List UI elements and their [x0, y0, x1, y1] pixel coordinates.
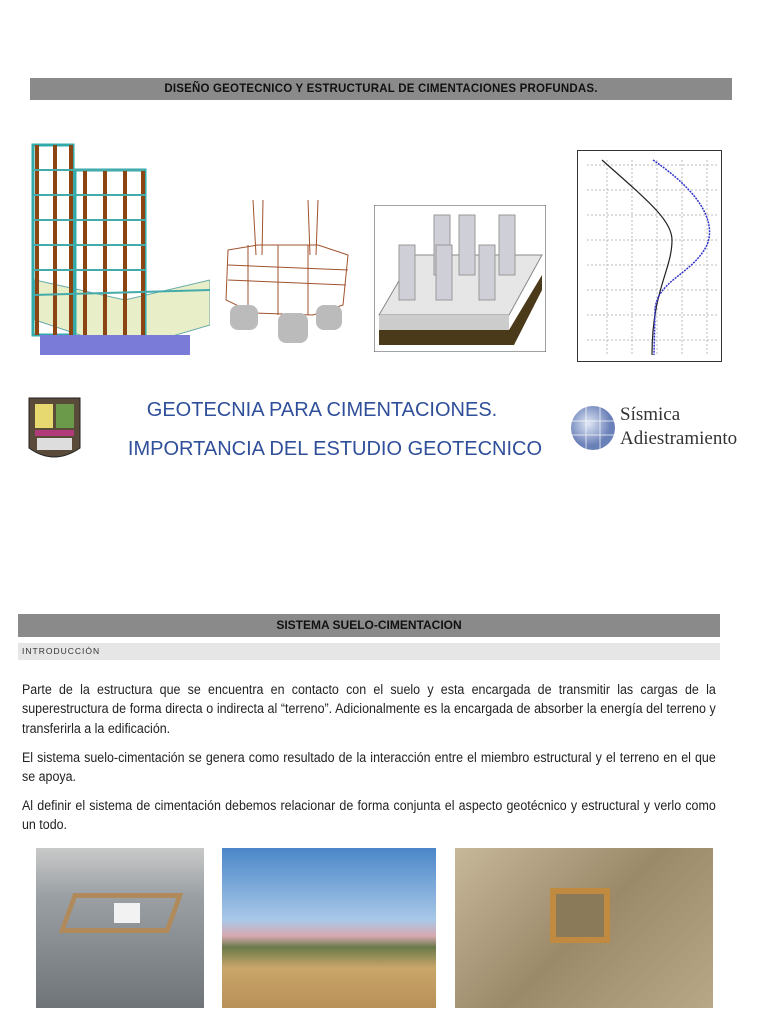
pile-cap-rebar-image [218, 195, 355, 350]
paragraph: Al definir el sistema de cimentación debemos relacionar de forma conjunta el aspecto geotécnico y estructural y verlo como un todo. [22, 798, 716, 833]
puzzle-globe-icon [570, 403, 616, 453]
building-model-image [25, 140, 210, 370]
presentation-title-line2: IMPORTANCIA DEL ESTUDIO GEOTECNICO [127, 438, 543, 460]
excavation-footing-photo [455, 848, 713, 1008]
university-seal-logo [27, 396, 82, 466]
deflection-chart-image [577, 150, 722, 362]
subsection-label: INTRODUCCIÓN [18, 643, 720, 660]
section-header-bar: SISTEMA SUELO-CIMENTACION [18, 614, 720, 637]
landscape-terrain-photo [222, 848, 436, 1008]
paragraph: Parte de la estructura que se encuentra en contacto con el suelo y esta encargada de transmitir las cargas de la superestructura de forma directa o indirecta al “terreno”. Adicionalmente es la encargada de absorber la energía del terreno y transferirla a la edificación. [22, 682, 716, 736]
presentation-title-line1: GEOTECNIA PARA CIMENTACIONES. [146, 399, 498, 421]
rebar-mesh-photo [36, 848, 204, 1008]
foundation-slab-image [374, 205, 546, 352]
sismica-logo [570, 400, 755, 456]
logo-text-sismica: Sísmica [620, 404, 681, 425]
paragraph: El sistema suelo-cimentación se genera como resultado de la interacción entre el miembro estructural y el terreno en el que se apoya. [22, 750, 716, 785]
logo-text-adiestramiento: Adiestramiento [620, 428, 738, 449]
document-header-bar: DISEÑO GEOTECNICO Y ESTRUCTURAL DE CIMENTACIONES PROFUNDAS. [30, 78, 732, 100]
